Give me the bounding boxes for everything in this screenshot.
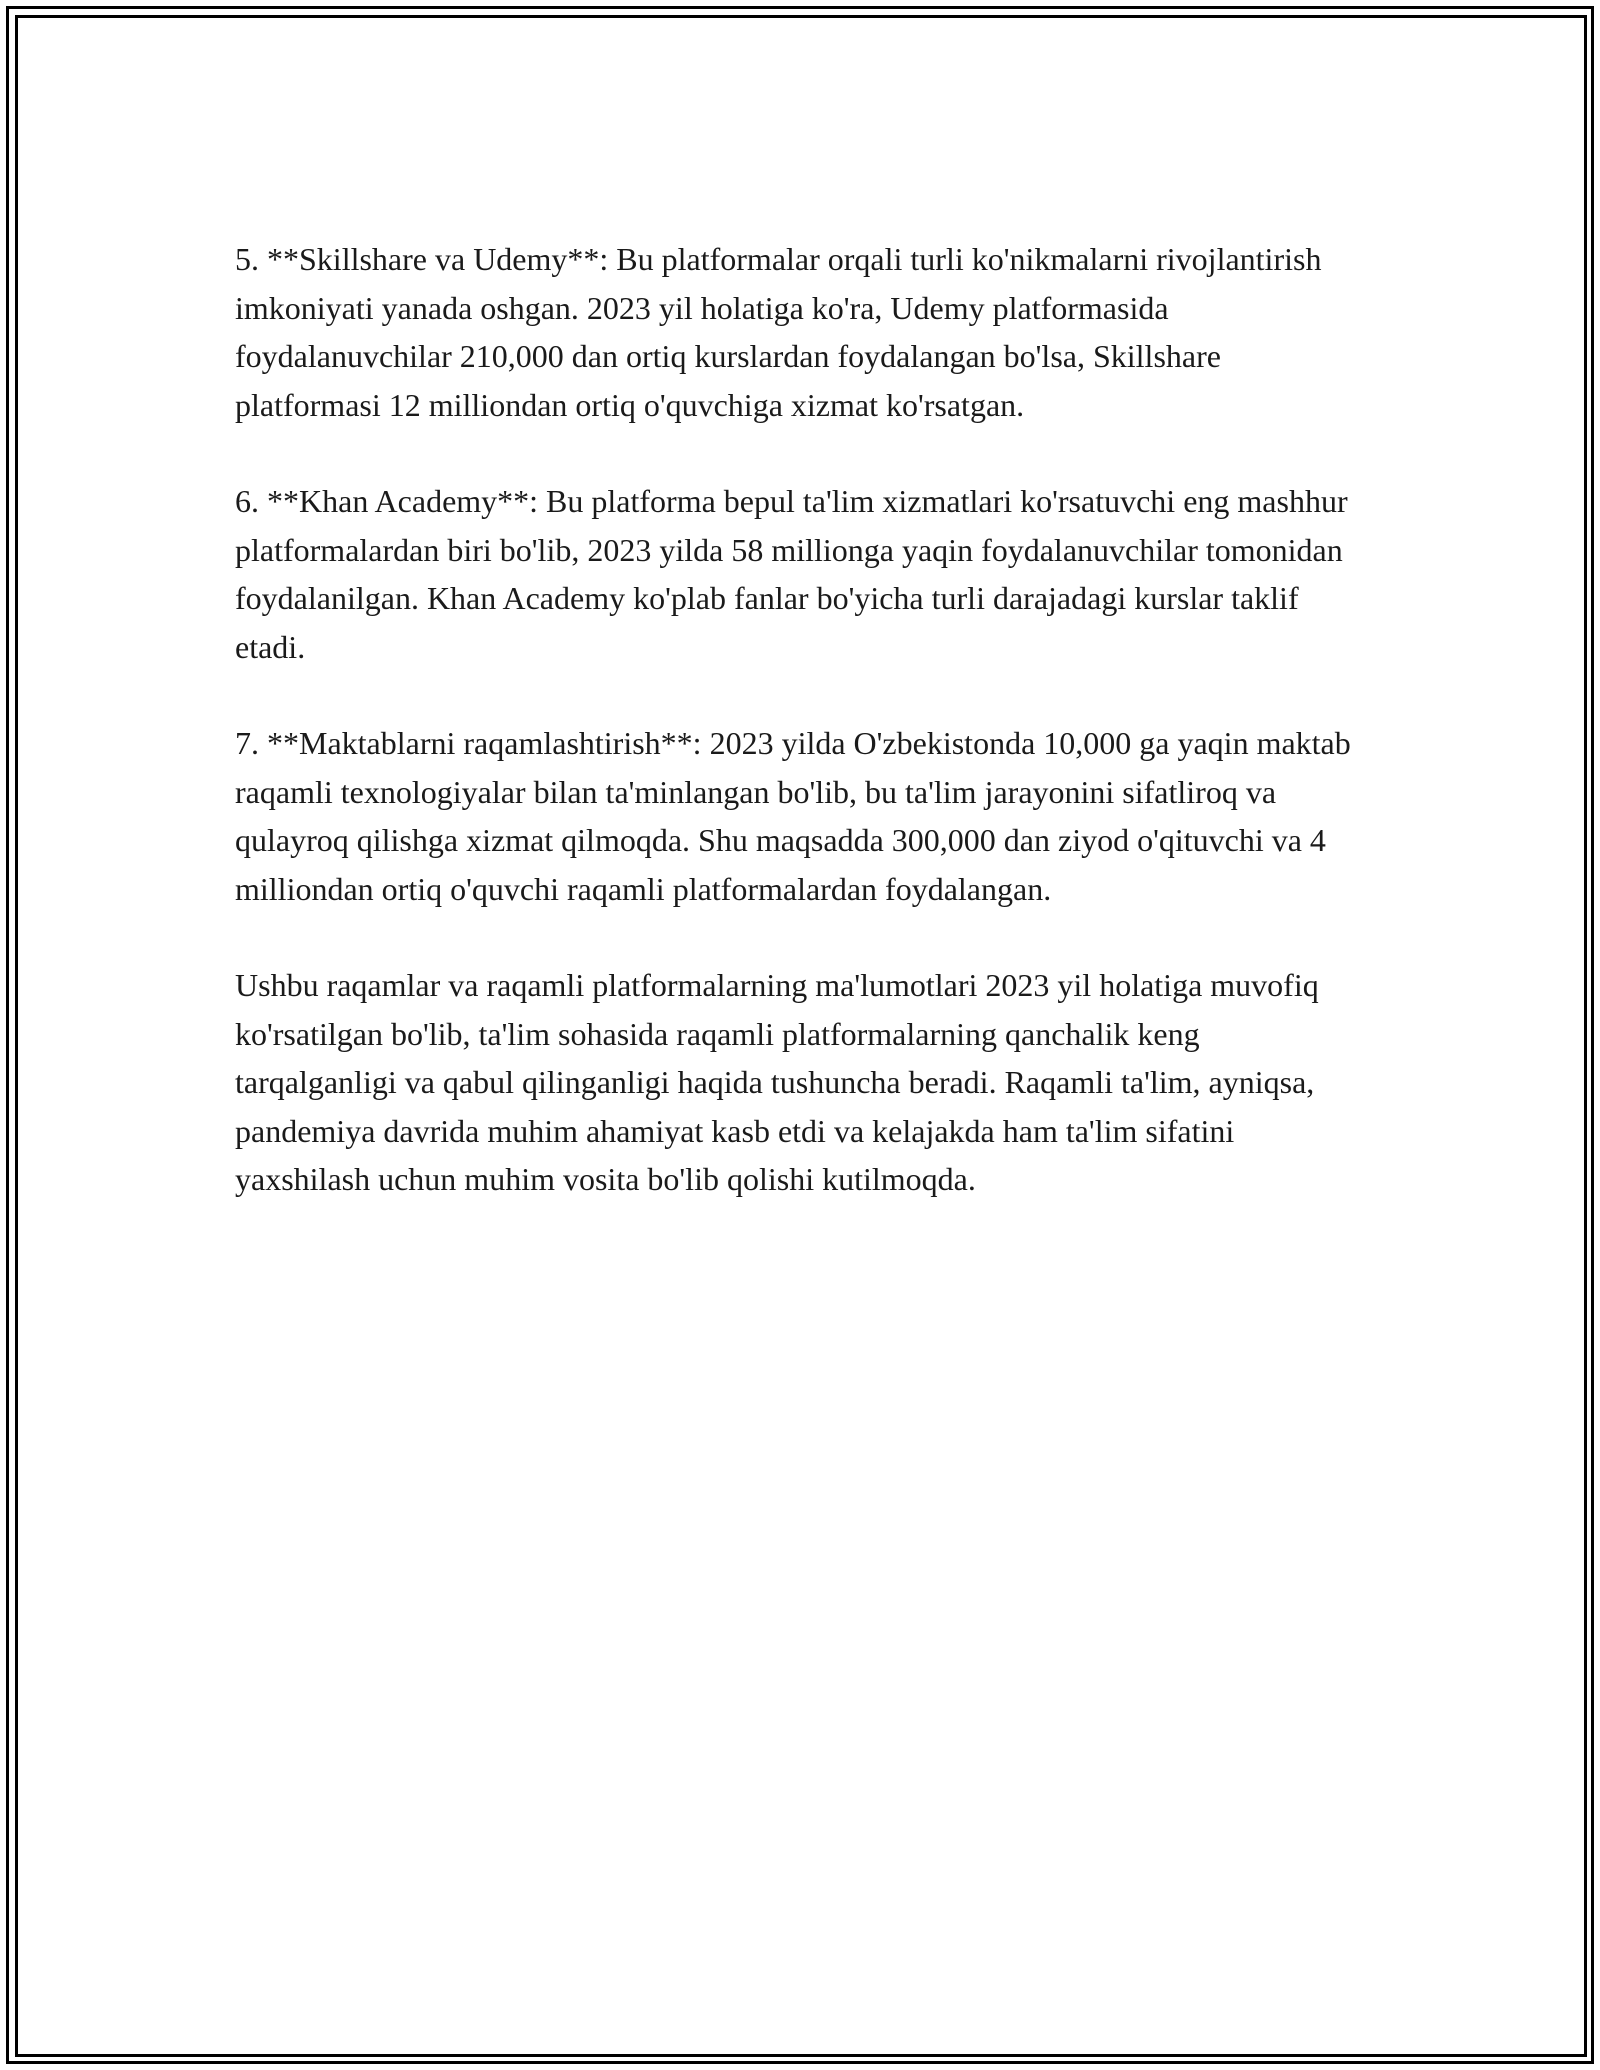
document-body <box>235 235 1365 1252</box>
paragraph-skillshare-udemy: 5. **Skillshare va Udemy**: Bu platformalar orqali turli ko'nikmalarni rivojlantirish imkoniyati yanada oshgan. 2023 yil holatiga ko'ra, Udemy platformasida foydalanuvchilar 210,000 dan ortiq kurslardan foydalangan bo'lsa, Skillshare platformasi 12 milliondan ortiq o'quvchiga xizmat ko'rsatgan. <box>235 241 1322 423</box>
paragraph-khan-academy: 6. **Khan Academy**: Bu platforma bepul ta'lim xizmatlari ko'rsatuvchi eng mashhur platformalardan biri bo'lib, 2023 yilda 58 millionga yaqin foydalanuvchilar tomonidan foydalanilgan. Khan Academy ko'plab fanlar bo'yicha turli darajadagi kurslar taklif etadi. <box>235 483 1348 665</box>
paragraph-school-digitalization: 7. **Maktablarni raqamlashtirish**: 2023 yilda O'zbekistonda 10,000 ga yaqin maktab raqamli texnologiyalar bilan ta'minlangan bo'lib, bu ta'lim jarayonini sifatliroq va qulayroq qilishga xizmat qilmoqda. Shu maqsadda 300,000 dan ziyod o'qituvchi va 4 milliondan ortiq o'quvchi raqamli platformalardan foydalangan. <box>235 725 1351 907</box>
paragraph-conclusion: Ushbu raqamlar va raqamli platformalarning ma'lumotlari 2023 yil holatiga muvofiq ko'rsatilgan bo'lib, ta'lim sohasida raqamli platformalarning qanchalik keng tarqalganligi va qabul qilinganligi haqida tushuncha beradi. Raqamli ta'lim, ayniqsa, pandemiya davrida muhim ahamiyat kasb etdi va kelajakda ham ta'lim sifatini yaxshilash uchun muhim vosita bo'lib qolishi kutilmoqda. <box>235 967 1319 1197</box>
